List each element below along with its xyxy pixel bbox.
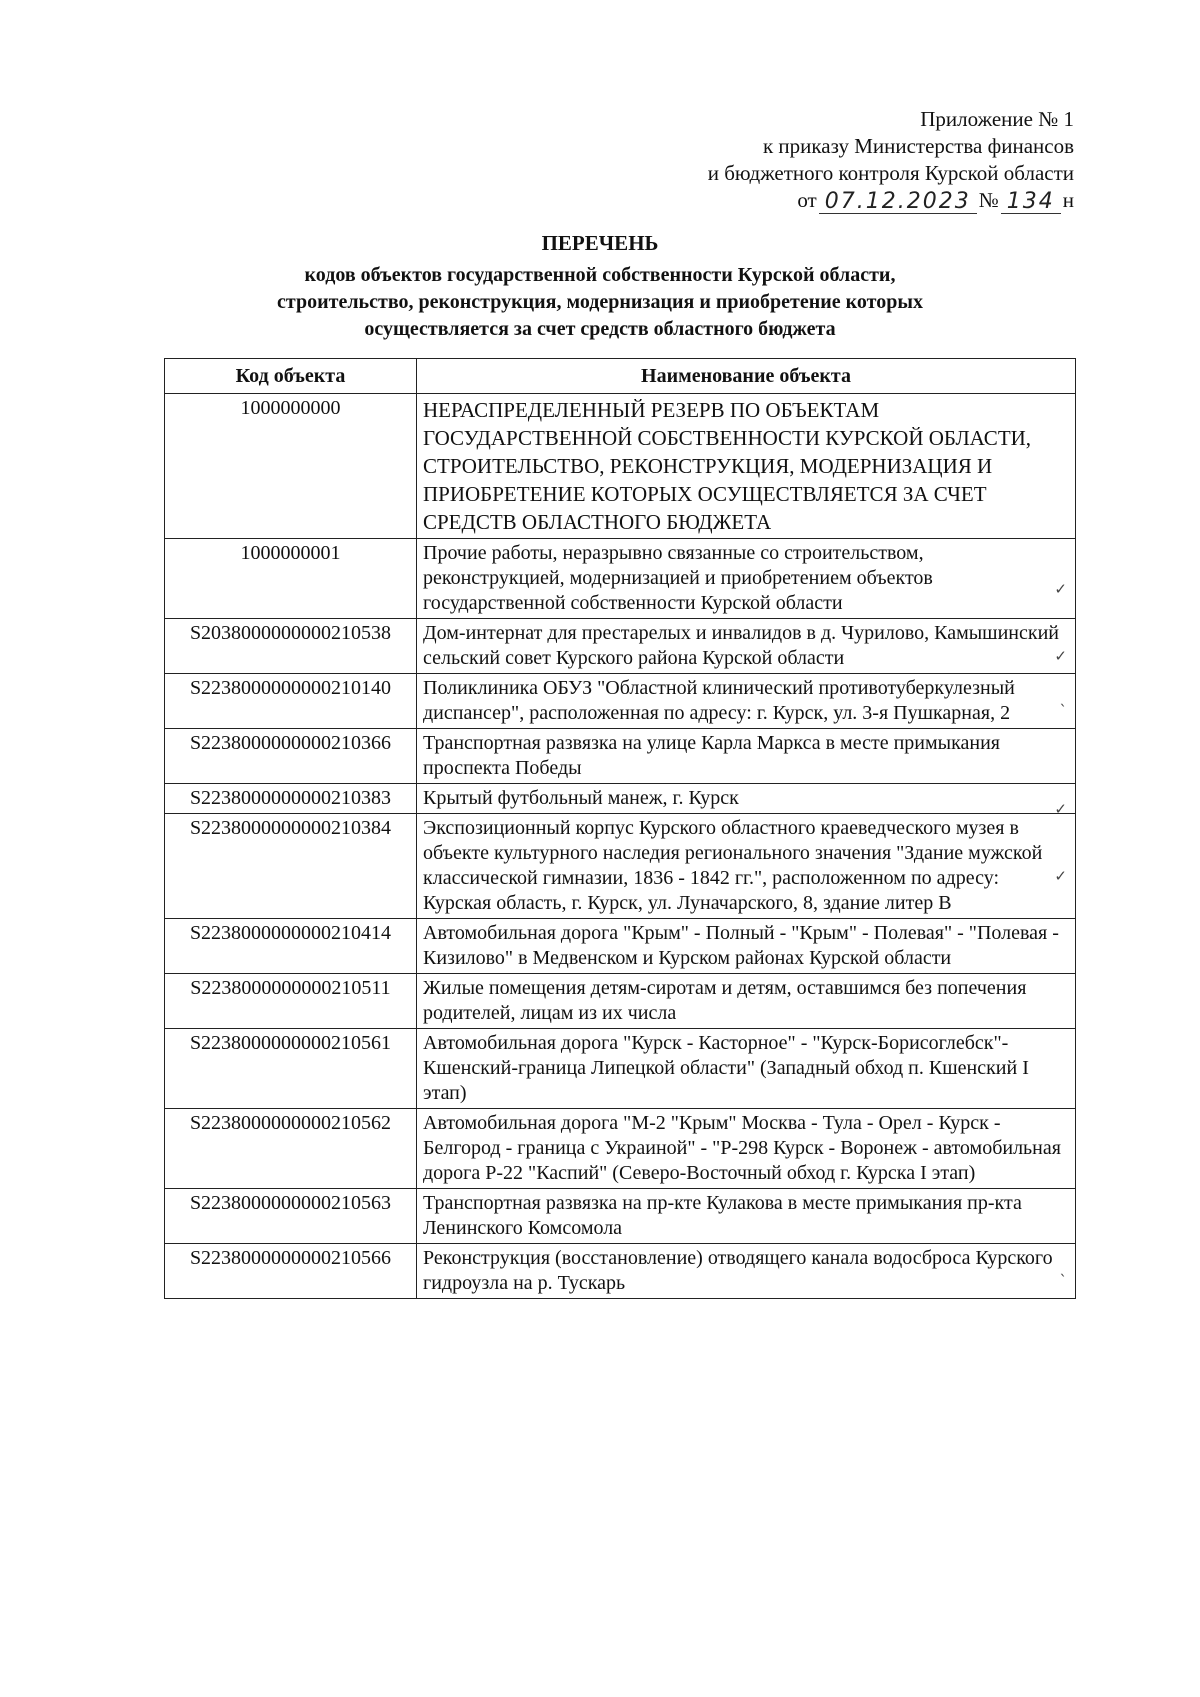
- table-row: [165, 674, 1076, 729]
- appendix-line-3: и бюджетного контроля Курской области: [707, 161, 1074, 185]
- object-code-cell: S2238000000000210414: [165, 919, 417, 974]
- object-code-cell: 1000000001: [165, 539, 417, 619]
- object-name-cell: [417, 1109, 1076, 1189]
- table-row: [165, 1109, 1076, 1189]
- document-title: ПЕРЕЧЕНЬ: [541, 231, 659, 255]
- object-name-text: Дом-интернат для престарелых и инвалидов в д. Чурилово, Камышинский сельский совет Курского района Курской области: [423, 622, 1059, 669]
- object-code-cell: S2238000000000210140: [165, 674, 417, 729]
- subtitle-line-1: кодов объектов государственной собственности Курской области,: [304, 264, 896, 286]
- table-row: [165, 919, 1076, 974]
- appendix-line-2: к приказу Министерства финансов: [762, 134, 1074, 158]
- handwritten-check-mark-icon: ✓: [1054, 647, 1067, 665]
- column-header-name: Наименование объекта: [417, 359, 1076, 394]
- appendix-line-1: Приложение № 1: [920, 107, 1074, 131]
- object-name-text: Транспортная развязка на улице Карла Маркса в месте примыкания проспекта Победы: [423, 732, 1000, 779]
- objects-table: [164, 358, 1076, 1299]
- object-name-cell: [417, 974, 1076, 1029]
- table-row: [165, 814, 1076, 919]
- object-name-text: Автомобильная дорога "Крым" - Полный - "Крым" - Полевая" - "Полевая - Кизилово" в Медвенском и Курском районах Курской области: [423, 922, 1059, 969]
- object-name-text: Автомобильная дорога "М-2 "Крым" Москва - Тула - Орел - Курск - Белгород - граница с Украиной" - "Р-298 Курск - Воронеж - автомобильная дорога Р-22 "Каспий" (Северо-Восточный обход г. Курска I этап): [423, 1112, 1061, 1184]
- appendix-date-line: [797, 187, 1074, 214]
- appendix-block: [708, 106, 1074, 214]
- object-code-cell: S2038000000000210538: [165, 619, 417, 674]
- handwritten-check-mark-icon: ˋ: [1059, 1272, 1067, 1290]
- object-name-cell: [417, 919, 1076, 974]
- object-name-cell: [417, 729, 1076, 784]
- object-code-cell: S2238000000000210561: [165, 1029, 417, 1109]
- table-row: [165, 729, 1076, 784]
- handwritten-date: 07.12.2023: [819, 191, 977, 214]
- table-body: [165, 394, 1076, 1299]
- object-name-text: Прочие работы, неразрывно связанные со строительством, реконструкцией, модернизацией и приобретением объектов государственной собственности Курской области: [423, 542, 933, 614]
- title-block: [150, 230, 1050, 343]
- handwritten-number: 134: [1001, 191, 1061, 214]
- object-code-cell: S2238000000000210566: [165, 1244, 417, 1299]
- object-name-cell: [417, 814, 1076, 919]
- object-code-cell: S2238000000000210563: [165, 1189, 417, 1244]
- object-name-text: Автомобильная дорога "Курск - Касторное" - "Курск-Борисоглебск"-Кшенский-граница Липецкой области" (Западный обход п. Кшенский I этап): [423, 1032, 1029, 1104]
- object-name-text: Транспортная развязка на пр-кте Кулакова в месте примыкания пр-кта Ленинского Комсомола: [423, 1192, 1022, 1239]
- table-row: [165, 1189, 1076, 1244]
- subtitle-line-3: осуществляется за счет средств областного бюджета: [364, 318, 836, 340]
- table-row: [165, 394, 1076, 539]
- object-name-text: Реконструкция (восстановление) отводящего канала водосброса Курского гидроузла на р. Тускарь: [423, 1247, 1053, 1294]
- object-name-text: НЕРАСПРЕДЕЛЕННЫЙ РЕЗЕРВ ПО ОБЪЕКТАМ ГОСУДАРСТВЕННОЙ СОБСТВЕННОСТИ КУРСКОЙ ОБЛАСТИ, СТРОИТЕЛЬСТВО, РЕКОНСТРУКЦИЯ, МОДЕРНИЗАЦИЯ И ПРИОБРЕТЕНИЕ КОТОРЫХ ОСУЩЕСТВЛЯЕТСЯ ЗА СЧЕТ СРЕДСТВ ОБЛАСТНОГО БЮДЖЕТА: [423, 398, 1032, 534]
- object-name-text: Поликлиника ОБУЗ "Областной клинический противотуберкулезный диспансер", расположенная по адресу: г. Курск, ул. 3-я Пушкарная, 2: [423, 677, 1015, 724]
- table-row: [165, 784, 1076, 814]
- object-name-cell: [417, 1244, 1076, 1299]
- table-header-row: [165, 359, 1076, 394]
- object-name-text: Экспозиционный корпус Курского областного краеведческого музея в объекте культурного наследия регионального значения "Здание мужской классической гимназии, 1836 - 1842 гг.", расположенном по адресу: Курская область, г. Курск, ул. Луначарского, 8, здание литер В: [423, 817, 1043, 914]
- object-name-cell: [417, 394, 1076, 539]
- object-code-cell: S2238000000000210384: [165, 814, 417, 919]
- object-name-cell: [417, 674, 1076, 729]
- table-row: [165, 1029, 1076, 1109]
- column-header-code: Код объекта: [165, 359, 417, 394]
- object-code-cell: S2238000000000210383: [165, 784, 417, 814]
- table-row: [165, 619, 1076, 674]
- number-suffix: н: [1062, 188, 1074, 212]
- handwritten-check-mark-icon: ✓: [1054, 579, 1067, 598]
- date-prefix: от: [797, 188, 817, 212]
- object-name-cell: [417, 539, 1076, 619]
- handwritten-check-mark-icon: ˋ: [1059, 702, 1067, 720]
- object-name-cell: [417, 1029, 1076, 1109]
- number-sign: №: [978, 188, 999, 212]
- object-code-cell: S2238000000000210366: [165, 729, 417, 784]
- table-row: [165, 974, 1076, 1029]
- table-row: [165, 1244, 1076, 1299]
- object-code-cell: S2238000000000210562: [165, 1109, 417, 1189]
- handwritten-check-mark-icon: ✓: [1054, 799, 1067, 818]
- table-row: [165, 539, 1076, 619]
- subtitle-line-2: строительство, реконструкция, модернизация и приобретение которых: [277, 291, 923, 313]
- object-code-cell: 1000000000: [165, 394, 417, 539]
- handwritten-check-mark-icon: ✓: [1054, 867, 1067, 885]
- object-name-text: Жилые помещения детям-сиротам и детям, оставшимся без попечения родителей, лицам из их числа: [423, 977, 1027, 1024]
- object-name-cell: [417, 784, 1076, 818]
- object-name-text: Крытый футбольный манеж, г. Курск: [423, 787, 739, 809]
- object-name-cell: [417, 1189, 1076, 1244]
- object-code-cell: S2238000000000210511: [165, 974, 417, 1029]
- document-subtitle: [150, 262, 1050, 343]
- object-name-cell: [417, 619, 1076, 674]
